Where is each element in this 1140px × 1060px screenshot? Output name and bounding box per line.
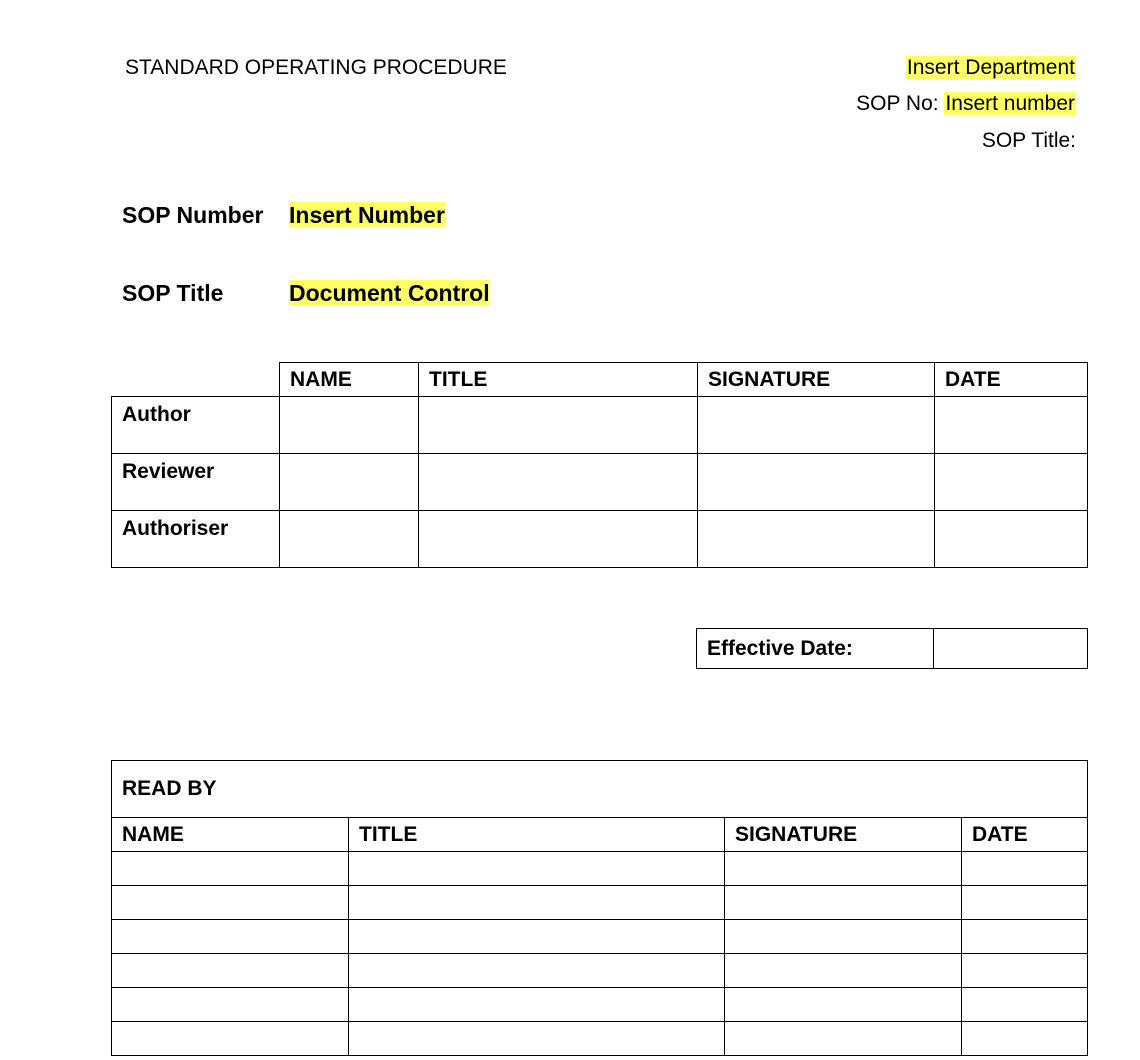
read-by-row xyxy=(112,886,1088,920)
signoff-col-signature: SIGNATURE xyxy=(698,363,935,397)
signoff-col-date: DATE xyxy=(935,363,1088,397)
read-by-name-cell[interactable] xyxy=(112,988,349,1022)
sop-title-label: SOP Title xyxy=(122,280,224,306)
department-line xyxy=(906,55,1076,81)
sop-no-line xyxy=(856,91,1076,117)
read-by-signature-cell[interactable] xyxy=(725,920,962,954)
read-by-date-cell[interactable] xyxy=(962,852,1088,886)
sop-number-placeholder[interactable]: Insert Number xyxy=(289,202,445,228)
read-by-signature-cell[interactable] xyxy=(725,852,962,886)
signoff-row-authoriser xyxy=(112,511,1088,568)
sop-number-label: SOP Number xyxy=(122,202,264,228)
read-by-row xyxy=(112,1022,1088,1056)
read-by-name-cell[interactable] xyxy=(112,920,349,954)
read-by-col-date: DATE xyxy=(962,818,1088,852)
read-by-name-cell[interactable] xyxy=(112,954,349,988)
authoriser-name-cell[interactable] xyxy=(280,511,419,568)
read-by-date-cell[interactable] xyxy=(962,886,1088,920)
read-by-signature-cell[interactable] xyxy=(725,886,962,920)
reviewer-name-cell[interactable] xyxy=(280,454,419,511)
signoff-header-row xyxy=(112,363,1088,397)
read-by-name-cell[interactable] xyxy=(112,1022,349,1056)
signoff-row-author xyxy=(112,397,1088,454)
reviewer-date-cell[interactable] xyxy=(935,454,1088,511)
read-by-title-cell[interactable] xyxy=(349,852,725,886)
sop-no-placeholder[interactable]: Insert number xyxy=(945,92,1075,115)
read-by-signature-cell[interactable] xyxy=(725,954,962,988)
sop-title-line xyxy=(982,128,1076,154)
authoriser-title-cell[interactable] xyxy=(419,511,698,568)
reviewer-title-cell[interactable] xyxy=(419,454,698,511)
read-by-date-cell[interactable] xyxy=(962,920,1088,954)
signoff-col-name: NAME xyxy=(280,363,419,397)
read-by-title-cell[interactable] xyxy=(349,954,725,988)
sop-title-value-line xyxy=(289,279,490,307)
read-by-row xyxy=(112,920,1088,954)
signoff-row-label: Reviewer xyxy=(112,454,280,511)
read-by-title-cell[interactable] xyxy=(349,988,725,1022)
read-by-name-cell[interactable] xyxy=(112,852,349,886)
read-by-title-cell[interactable] xyxy=(349,1022,725,1056)
signoff-col-title: TITLE xyxy=(419,363,698,397)
signoff-corner-cell xyxy=(112,363,280,397)
read-by-row xyxy=(112,988,1088,1022)
signoff-table xyxy=(111,362,1088,568)
authoriser-signature-cell[interactable] xyxy=(698,511,935,568)
read-by-row xyxy=(112,852,1088,886)
read-by-date-cell[interactable] xyxy=(962,988,1088,1022)
read-by-date-cell[interactable] xyxy=(962,1022,1088,1056)
author-name-cell[interactable] xyxy=(280,397,419,454)
read-by-title-cell[interactable] xyxy=(349,886,725,920)
signoff-row-label: Author xyxy=(112,397,280,454)
read-by-row xyxy=(112,954,1088,988)
author-date-cell[interactable] xyxy=(935,397,1088,454)
read-by-signature-cell[interactable] xyxy=(725,1022,962,1056)
read-by-col-title: TITLE xyxy=(349,818,725,852)
department-placeholder[interactable]: Insert Department xyxy=(906,56,1075,79)
document-type-heading: STANDARD OPERATING PROCEDURE xyxy=(125,56,507,79)
read-by-table xyxy=(111,760,1088,1056)
signoff-row-reviewer xyxy=(112,454,1088,511)
read-by-header-row xyxy=(112,818,1088,852)
read-by-date-cell[interactable] xyxy=(962,954,1088,988)
authoriser-date-cell[interactable] xyxy=(935,511,1088,568)
sop-title-header-label: SOP Title: xyxy=(981,129,1076,152)
effective-date-table xyxy=(696,628,1088,669)
effective-date-row xyxy=(697,629,1088,669)
read-by-title-cell[interactable] xyxy=(349,920,725,954)
read-by-col-name: NAME xyxy=(112,818,349,852)
sop-number-value-line xyxy=(289,201,445,229)
author-signature-cell[interactable] xyxy=(698,397,935,454)
read-by-title-row xyxy=(112,761,1088,818)
read-by-name-cell[interactable] xyxy=(112,886,349,920)
effective-date-label: Effective Date: xyxy=(697,629,934,669)
read-by-col-signature: SIGNATURE xyxy=(725,818,962,852)
read-by-title: READ BY xyxy=(112,761,1088,818)
read-by-signature-cell[interactable] xyxy=(725,988,962,1022)
author-title-cell[interactable] xyxy=(419,397,698,454)
effective-date-value[interactable] xyxy=(934,629,1088,669)
sop-no-label: SOP No: xyxy=(856,92,939,115)
sop-title-placeholder[interactable]: Document Control xyxy=(289,280,490,306)
signoff-row-label: Authoriser xyxy=(112,511,280,568)
reviewer-signature-cell[interactable] xyxy=(698,454,935,511)
